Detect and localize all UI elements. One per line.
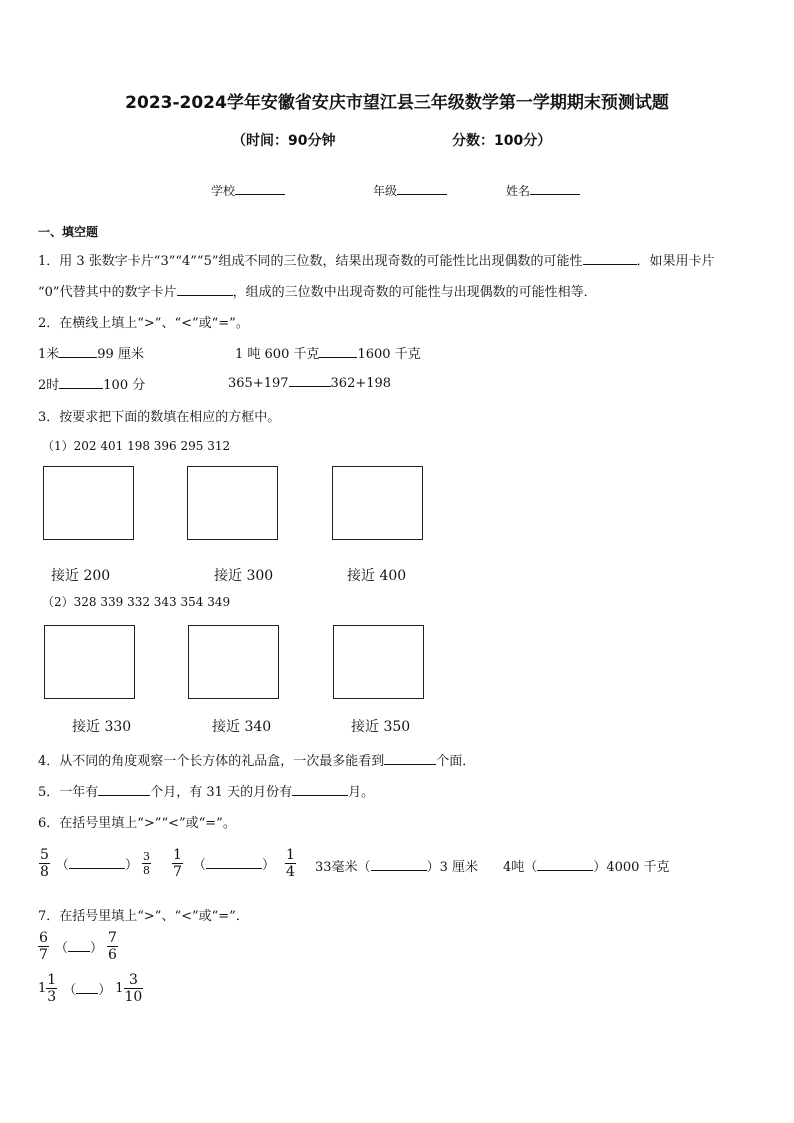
q5-blank-1[interactable] (98, 783, 150, 796)
q2-c-right: 100 分 (103, 378, 146, 393)
answer-box-near-330[interactable] (44, 625, 135, 699)
q2-c-left: 2时 (38, 378, 60, 393)
fraction-5-8: $\frac{5}{8}$ (40, 847, 49, 880)
q7-item-b (38, 972, 143, 1005)
whole-part: 1 (115, 981, 124, 996)
name-field[interactable] (506, 182, 580, 199)
q6-b-blank[interactable] (206, 858, 262, 869)
q6-c-blank[interactable] (371, 860, 427, 871)
q2-a-blank[interactable] (59, 345, 97, 358)
q6-a-blank[interactable] (69, 858, 125, 869)
grade-label: 年级 (373, 184, 398, 198)
q7-b-blank[interactable] (76, 983, 98, 994)
q6-d-left: 4吨 (503, 860, 525, 875)
q2-item-b (235, 343, 421, 362)
fraction-1-3: $\frac{1}{3}$ (47, 972, 57, 1005)
q6-c-left: 33毫米 (315, 860, 358, 875)
paren-close: ） (98, 983, 112, 998)
q5-text-b: 个月，有 31 天的月份有 (150, 785, 293, 800)
school-blank[interactable] (235, 182, 285, 195)
whole-part: 1 (38, 981, 47, 996)
question-4 (38, 750, 475, 769)
paren-open: （ (54, 941, 68, 956)
q6-item-c (315, 856, 478, 875)
fraction-3-10: $\frac{3}{10}$ (124, 972, 143, 1005)
answer-box-near-340[interactable] (188, 625, 279, 699)
paren-close: ） (89, 941, 103, 956)
paren-close: ） (426, 860, 440, 875)
answer-box-near-400[interactable] (332, 466, 423, 540)
fraction-1-7: $\frac{1}{7}$ (173, 847, 182, 880)
time-info: （时间：90分钟 (232, 133, 336, 149)
grade-blank[interactable] (397, 182, 447, 195)
q5-blank-2[interactable] (292, 783, 348, 796)
q2-d-blank[interactable] (289, 374, 331, 387)
q2-c-blank[interactable] (59, 376, 103, 389)
q2-a-right: 99 厘米 (97, 347, 144, 362)
q2-item-a (38, 343, 144, 362)
name-label: 姓名 (506, 184, 531, 198)
q1-text-d: ，组成的三位数中出现奇数的可能性与出现偶数的可能性相等． (232, 285, 597, 300)
school-label: 学校 (211, 184, 236, 198)
question-1-line-1 (38, 250, 715, 269)
section-heading: 一、填空题 (38, 225, 99, 239)
answer-box-near-200[interactable] (43, 466, 134, 540)
answer-box-near-350[interactable] (333, 625, 424, 699)
q2-b-blank[interactable] (319, 345, 357, 358)
q4-blank[interactable] (384, 752, 436, 765)
question-1-line-2 (38, 281, 597, 300)
q1-text-a: 1．用 3 张数字卡片“3”“4”“5”组成不同的三位数，结果出现奇数的可能性比出现偶数的可能性 (38, 254, 583, 269)
paren-open: （ (357, 860, 371, 875)
question-2-stem: 2．在横线上填上“>”、“<”或“=”。 (38, 316, 249, 331)
label-near-350: 接近 350 (351, 719, 411, 735)
q6-item-b (172, 847, 296, 880)
question-3-stem: 3．按要求把下面的数填在相应的方框中。 (38, 410, 281, 425)
paren-open: （ (63, 983, 77, 998)
fraction-1-4: $\frac{1}{4}$ (285, 847, 295, 880)
q2-d-left: 365+197 (228, 376, 289, 391)
paren-close: ） (124, 858, 138, 873)
q7-item-a (38, 930, 118, 963)
q6-item-d (503, 856, 670, 875)
answer-box-near-300[interactable] (187, 466, 278, 540)
label-near-330: 接近 330 (72, 719, 132, 735)
q2-d-right: 362+198 (330, 376, 392, 391)
q1-text-b: ．如果用卡片 (636, 254, 715, 269)
label-near-300: 接近 300 (214, 568, 274, 584)
q2-item-c (38, 374, 145, 393)
q1-blank-2[interactable] (177, 283, 233, 296)
name-blank[interactable] (530, 182, 580, 195)
q1-blank-1[interactable] (583, 252, 637, 265)
q2-item-d (228, 374, 391, 391)
q6-d-right: 4000 千克 (606, 860, 670, 875)
q6-c-right: 3 厘米 (439, 860, 478, 875)
label-near-200: 接近 200 (51, 568, 111, 584)
q1-text-c: “0”代替其中的数字卡片 (38, 285, 177, 300)
fraction-7-6: $\frac{7}{6}$ (107, 930, 117, 963)
grade-field[interactable] (373, 182, 447, 199)
paren-open: （ (524, 860, 538, 875)
fraction-6-7: $\frac{6}{7}$ (39, 930, 48, 963)
score-info: 分数：100分） (452, 133, 552, 149)
q2-b-right: 1600 千克 (357, 347, 421, 362)
q4-text-b: 个面． (436, 754, 476, 769)
paren-open: （ (55, 858, 69, 873)
q7-a-blank[interactable] (68, 941, 90, 952)
q2-b-left: 1 吨 600 千克 (235, 347, 320, 362)
q6-item-a (39, 847, 151, 880)
paren-open: （ (192, 858, 206, 873)
page-title: 2023-2024学年安徽省安庆市望江县三年级数学第一学期期末预测试题 (125, 93, 669, 113)
paren-close: ） (593, 860, 607, 875)
question-7-stem: 7．在括号里填上“>”、“<”或“=”． (38, 909, 249, 924)
q5-text-c: 月。 (348, 785, 375, 800)
q4-text-a: 4．从不同的角度观察一个长方体的礼品盒，一次最多能看到 (38, 754, 385, 769)
fraction-3-8: $\frac{3}{8}$ (142, 850, 150, 877)
question-6-stem: 6．在括号里填上“>”“<”或“=”。 (38, 816, 236, 831)
q3-part-2-numbers: （2）328 339 332 343 354 349 (42, 595, 231, 609)
q3-part-1-numbers: （1）202 401 198 396 295 312 (42, 439, 231, 453)
school-field[interactable] (211, 182, 285, 199)
q2-a-left: 1米 (38, 347, 60, 362)
question-5 (38, 781, 374, 800)
paren-close: ） (261, 858, 275, 873)
label-near-400: 接近 400 (347, 568, 407, 584)
q6-d-blank[interactable] (537, 860, 593, 871)
q5-text-a: 5．一年有 (38, 785, 99, 800)
label-near-340: 接近 340 (212, 719, 272, 735)
